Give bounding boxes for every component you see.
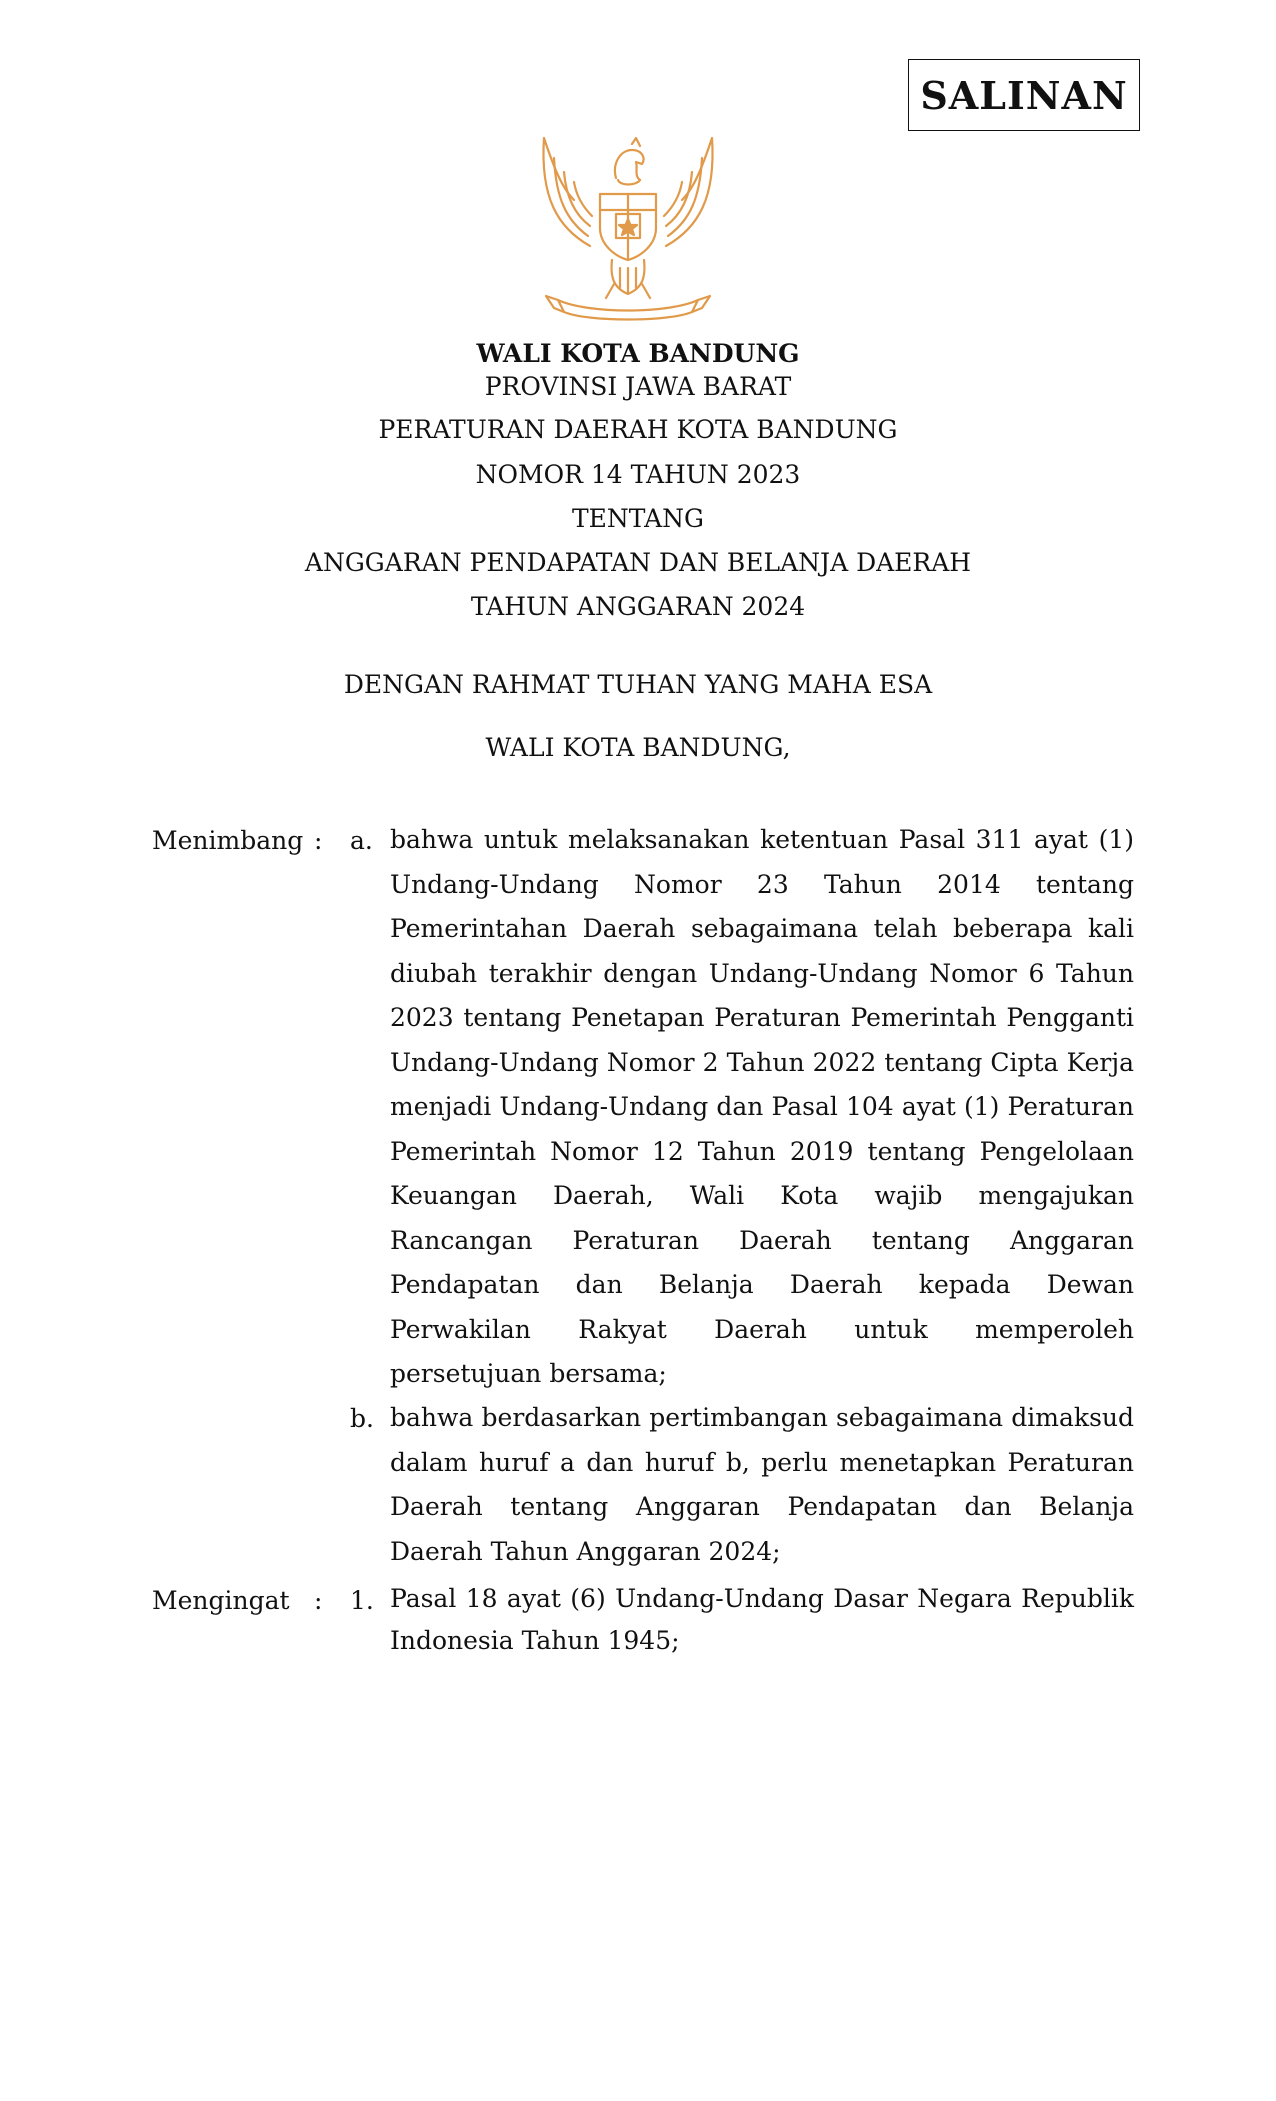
header-title-line2: TAHUN ANGGARAN 2024: [470, 592, 806, 621]
header-about: TENTANG: [571, 504, 704, 533]
header-authority: WALI KOTA BANDUNG: [476, 339, 800, 368]
mengingat-label: Mengingat: [152, 1586, 290, 1615]
invocation: DENGAN RAHMAT TUHAN YANG MAHA ESA: [343, 670, 933, 699]
mengingat-item-1-marker: 1.: [350, 1586, 374, 1615]
salinan-stamp: SALINAN: [908, 59, 1140, 131]
menimbang-item-a-marker: a.: [350, 826, 373, 855]
header-title-line1: ANGGARAN PENDAPATAN DAN BELANJA DAERAH: [304, 548, 972, 577]
menimbang-item-b-marker: b.: [350, 1404, 374, 1433]
garuda-pancasila-emblem-icon: [528, 128, 728, 323]
menimbang-label: Menimbang: [152, 826, 304, 855]
header-regulation: PERATURAN DAERAH KOTA BANDUNG: [378, 415, 898, 444]
menimbang-colon: :: [314, 826, 323, 855]
menimbang-item-a-text: bahwa untuk melaksanakan ketentuan Pasal 311 ayat (1) Undang-Undang Nomor 23 Tahun 2014 tentang Pemerintahan Daerah sebagaimana telah beberapa kali diubah terakhir dengan Undang-Undang Nomor 6 Tahun 2023 tentang Penetapan Peraturan Pemerintah Pengganti Undang-Undang Nomor 2 Tahun 2022 tentang Cipta Kerja menjadi Undang-Undang dan Pasal 104 ayat (1) Peraturan Pemerintah Nomor 12 Tahun 2019 tentang Pengelolaan Keuangan Daerah, Wali Kota wajib mengajukan Rancangan Peraturan Daerah tentang Anggaran Pendapatan dan Belanja Daerah kepada Dewan Perwakilan Rakyat Daerah untuk memperoleh persetujuan bersama;: [390, 825, 1134, 1388]
header-province: PROVINSI JAWA BARAT: [484, 372, 792, 401]
header-number: NOMOR 14 TAHUN 2023: [475, 460, 801, 489]
mengingat-colon: :: [314, 1586, 323, 1615]
issuer: WALI KOTA BANDUNG,: [485, 733, 791, 762]
menimbang-item-b-text: bahwa berdasarkan pertimbangan sebagaimana dimaksud dalam huruf a dan huruf b, perlu menetapkan Peraturan Daerah tentang Anggaran Pendapatan dan Belanja Daerah Tahun Anggaran 2024;: [390, 1403, 1134, 1566]
mengingat-item-1-text: Pasal 18 ayat (6) Undang-Undang Dasar Negara Republik Indonesia Tahun 1945;: [390, 1584, 1134, 1655]
